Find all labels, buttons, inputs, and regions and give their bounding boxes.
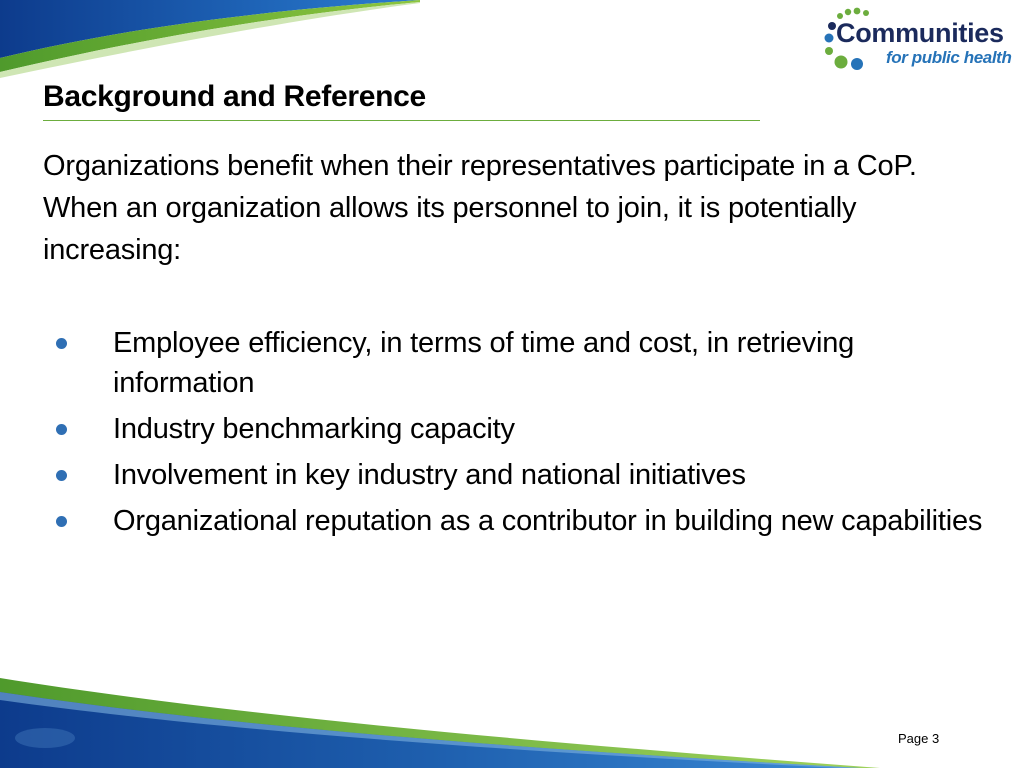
intro-paragraph: Organizations benefit when their representatives participate in a CoP. When an organization allows its personnel to join, it is potentially increasing: xyxy=(43,150,917,266)
round-bullet-icon xyxy=(56,516,67,527)
logo-wordmark: Communities xyxy=(836,18,1004,48)
bullet-text: Industry benchmarking capacity xyxy=(113,413,515,445)
bottom-swoosh-decoration xyxy=(0,678,1024,768)
title-underline xyxy=(43,120,760,121)
round-bullet-icon xyxy=(56,338,67,349)
bullet-text: Employee efficiency, in terms of time and cost, in retrieving information xyxy=(113,327,855,399)
round-bullet-icon xyxy=(56,470,67,481)
page-number: Page 3 xyxy=(898,731,940,746)
bullet-item xyxy=(43,323,993,403)
communities-logo xyxy=(820,4,1020,76)
top-swoosh-decoration xyxy=(0,0,420,80)
bullet-list xyxy=(43,323,993,547)
bullet-item xyxy=(43,409,993,449)
bullet-item xyxy=(43,455,993,495)
logo-tagline: for public health xyxy=(886,48,1012,67)
bullet-text: Organizational reputation as a contributor in building new capabilities xyxy=(113,505,983,537)
round-bullet-icon xyxy=(56,424,67,435)
bullet-text: Involvement in key industry and national initiatives xyxy=(113,459,746,491)
slide-title: Background and Reference xyxy=(43,80,426,113)
bullet-item xyxy=(43,501,993,541)
